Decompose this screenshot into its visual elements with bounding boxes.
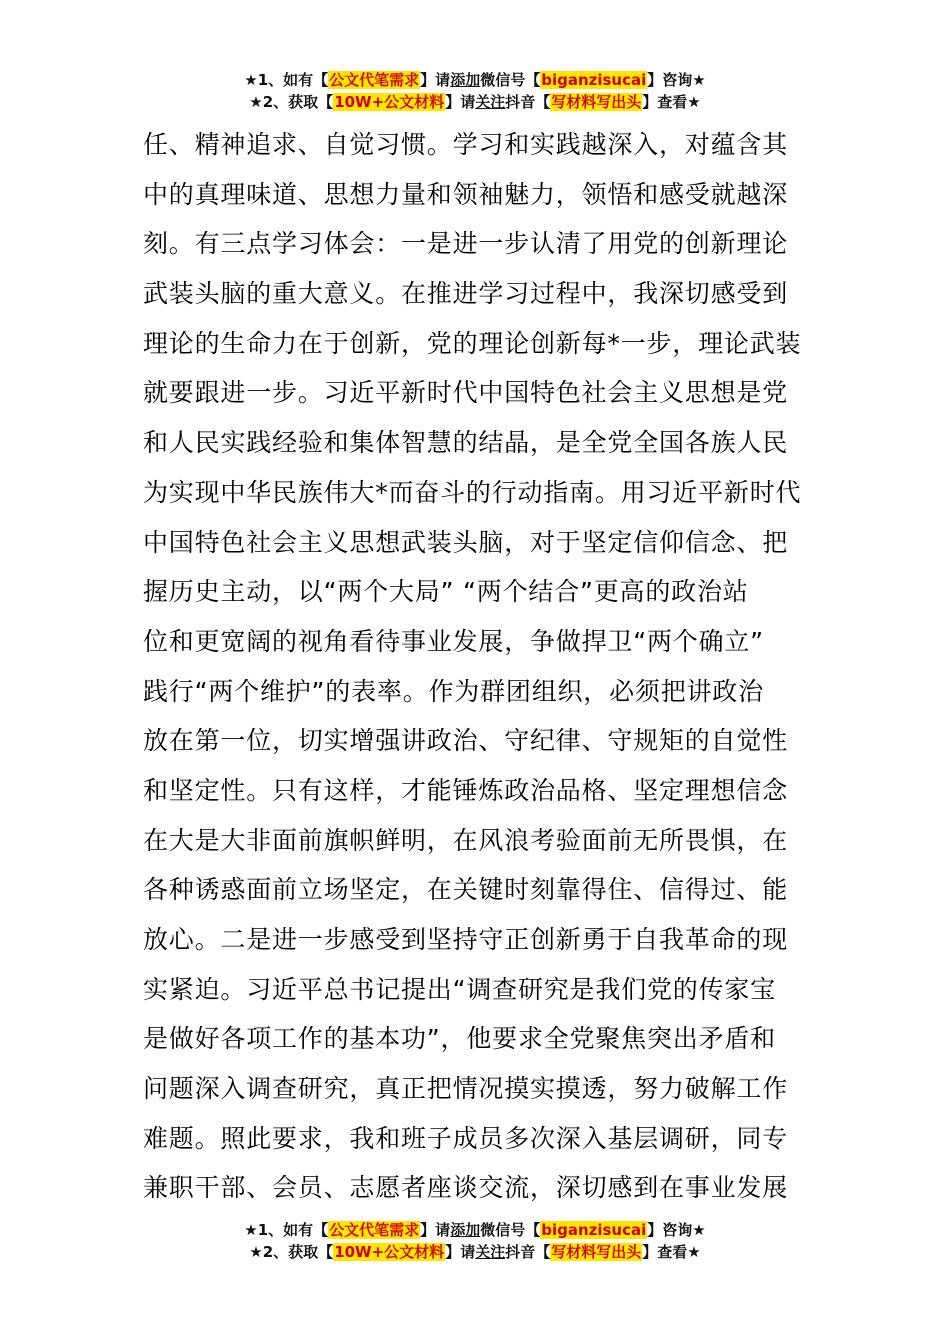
body-line: 是做好各项工作的基本功”，他要求全党聚焦突出矛盾和	[143, 1024, 776, 1054]
body-line: 实紧迫。习近平总书记提出“调查研究是我们党的传家宝	[143, 974, 776, 1004]
banner-line-1: ★1、如有【公文代笔需求】请添加微信号【biganzisucai】咨询★	[244, 71, 706, 89]
body-line: 任、精神追求、自觉习惯。学习和实践越深入，对蕴含其	[143, 130, 789, 159]
body-line: 为实现中华民族伟大*而奋斗的行动指南。用习近平新时代	[143, 477, 802, 507]
body-line: 刻。有三点学习体会：一是进一步认清了用党的创新理论	[143, 229, 789, 259]
body-line: 践行“两个维护”的表率。作为群团组织，必须把讲政治	[143, 676, 764, 706]
body-line: 各种诱惑面前立场坚定，在关键时刻靠得住、信得过、能	[143, 875, 789, 905]
banner-line-1: ★1、如有【公文代笔需求】请添加微信号【biganzisucai】咨询★	[244, 1221, 706, 1239]
body-line: 位和更宽阔的视角看待事业发展，争做捍卫“两个确立”	[143, 626, 764, 656]
body-line: 难题。照此要求，我和班子成员多次深入基层调研，同专	[143, 1123, 789, 1153]
body-line: 放在第一位，切实增强讲政治、守纪律、守规矩的自觉性	[143, 726, 789, 756]
highlight-materials: 10W+公文材料	[334, 1243, 445, 1261]
banner-line-2: ★2、获取【10W+公文材料】请关注抖音【写材料写出头】查看★	[249, 1243, 701, 1261]
highlight-service: 公文代笔需求	[329, 71, 420, 89]
header-banner	[0, 69, 950, 113]
body-line: 就要跟进一步。习近平新时代中国特色社会主义思想是党	[143, 378, 789, 408]
highlight-douyin-account: 写材料写出头	[551, 93, 642, 111]
body-line: 武装头脑的重大意义。在推进学习过程中，我深切感受到	[143, 279, 789, 309]
footer-banner	[0, 1219, 950, 1263]
body-line: 放心。二是进一步感受到坚持守正创新勇于自我革命的现	[143, 925, 789, 954]
body-line: 兼职干部、会员、志愿者座谈交流，深切感到在事业发展	[143, 1173, 789, 1203]
body-line: 问题深入调查研究，真正把情况摸实摸透，努力破解工作	[143, 1074, 789, 1104]
highlight-douyin-account: 写材料写出头	[551, 1243, 642, 1261]
document-body	[143, 120, 813, 1213]
body-line: 中的真理味道、思想力量和领袖魅力，领悟和感受就越深	[143, 179, 789, 209]
body-line: 中国特色社会主义思想武装头脑，对于坚定信仰信念、把	[143, 527, 789, 557]
highlight-wechat-id: biganzisucai	[541, 71, 647, 89]
highlight-materials: 10W+公文材料	[334, 93, 445, 111]
banner-line-2: ★2、获取【10W+公文材料】请关注抖音【写材料写出头】查看★	[249, 93, 701, 111]
highlight-wechat-id: biganzisucai	[541, 1221, 647, 1239]
body-line: 和坚定性。只有这样，才能锤炼政治品格、坚定理想信念	[143, 775, 789, 805]
body-line: 理论的生命力在于创新，党的理论创新每*一步，理论武装	[143, 328, 802, 358]
body-line: 和人民实践经验和集体智慧的结晶，是全党全国各族人民	[143, 428, 789, 458]
body-line: 在大是大非面前旗帜鲜明，在风浪考验面前无所畏惧，在	[143, 825, 789, 855]
highlight-service: 公文代笔需求	[329, 1221, 420, 1239]
body-line: 握历史主动，以“两个大局” “两个结合”更高的政治站	[143, 577, 749, 607]
